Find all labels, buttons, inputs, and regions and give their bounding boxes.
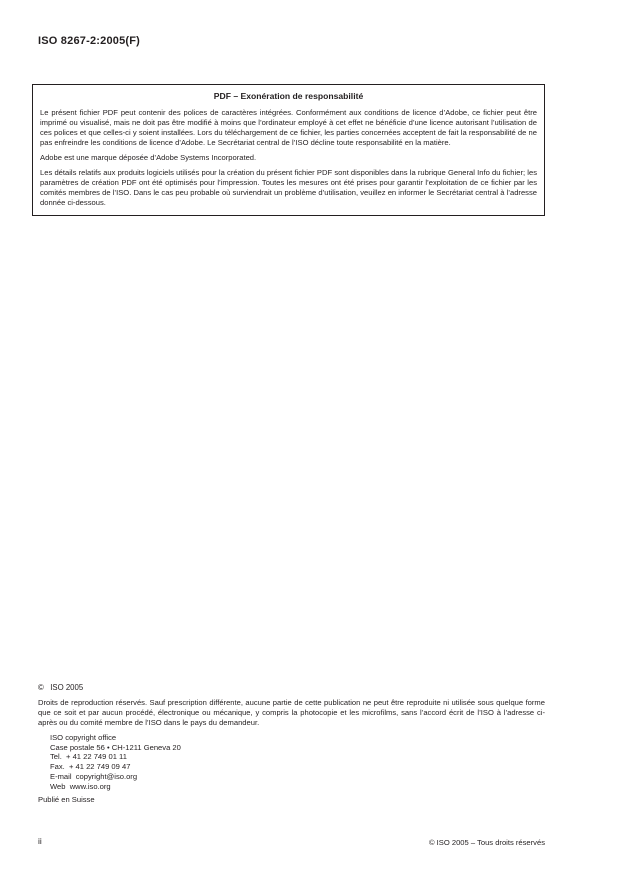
address-line-office: ISO copyright office [50,733,117,742]
copyright-notice: © ISO 2005 [38,683,84,692]
disclaimer-title: PDF – Exonération de responsabilité [213,91,364,101]
disclaimer-paragraph: Les détails relatifs aux produits logiciels utilisés pour la création du présent fichier PDF sont disponibles dans la rubrique General Info du fichier; les paramètres de création PDF ont été optimisés pour l’impression. Toutes les mesures ont été prises pour garantir l’exploitation de ce fichier par les comités membres de l’ISO. Dans le cas peu probable où surviendrait un problème d’utilisation, veuillez en informer le Secrétariat central à l’adresse donnée ci-dessous. [40,168,537,207]
address-line-postal: Case postale 56 • CH-1211 Geneva 20 [50,742,181,752]
disclaimer-paragraph: Adobe est une marque déposée d’Adobe Systems Incorporated. [40,153,257,162]
footer-copyright-line: © ISO 2005 – Tous droits réservés [428,838,545,847]
disclaimer-paragraph: Le présent fichier PDF peut contenir des polices de caractères intégrées. Conformément aux conditions de licence d’Adobe, ce fichier peut être imprimé ou visualisé, mais ne doit pas être modifié à moins que l’ordinateur employé à cet effet ne bénéficie d’une licence autorisant l’utilisation de ces polices et que celles-ci y soient installées. Lors du téléchargement de ce fichier, les parties concernées acceptent de fait la responsabilité de ne pas enfreindre les conditions de licence d’Adobe. Le Secrétariat central de l’ISO décline toute responsabilité en la matière. [40,108,537,147]
footer-page-number: ii [38,836,42,846]
copyright-section [38,683,545,805]
address-line-web: Web www.iso.org [50,781,111,791]
address-line-fax: Fax. + 41 22 749 09 47 [50,762,131,772]
address-line-tel: Tel. + 41 22 749 01 11 [50,752,127,762]
published-in-line: Publié en Suisse [38,795,95,805]
document-code: ISO 8267-2:2005(F) [38,35,141,47]
iso-address-block [50,733,545,791]
copyright-body-text: Droits de reproduction réservés. Sauf prescription différente, aucune partie de cette publication ne peut être reproduite ni utilisée sous quelque forme que ce soit et par aucun procédé, électronique ou mécanique, y compris la photocopie et les microfilms, sans l’accord écrit de l’ISO à l’adresse ci-après ou du comité membre de l’ISO dans le pays du demandeur. [38,698,545,727]
address-line-email: E-mail copyright@iso.org [50,771,138,781]
pdf-disclaimer-box [32,84,545,216]
